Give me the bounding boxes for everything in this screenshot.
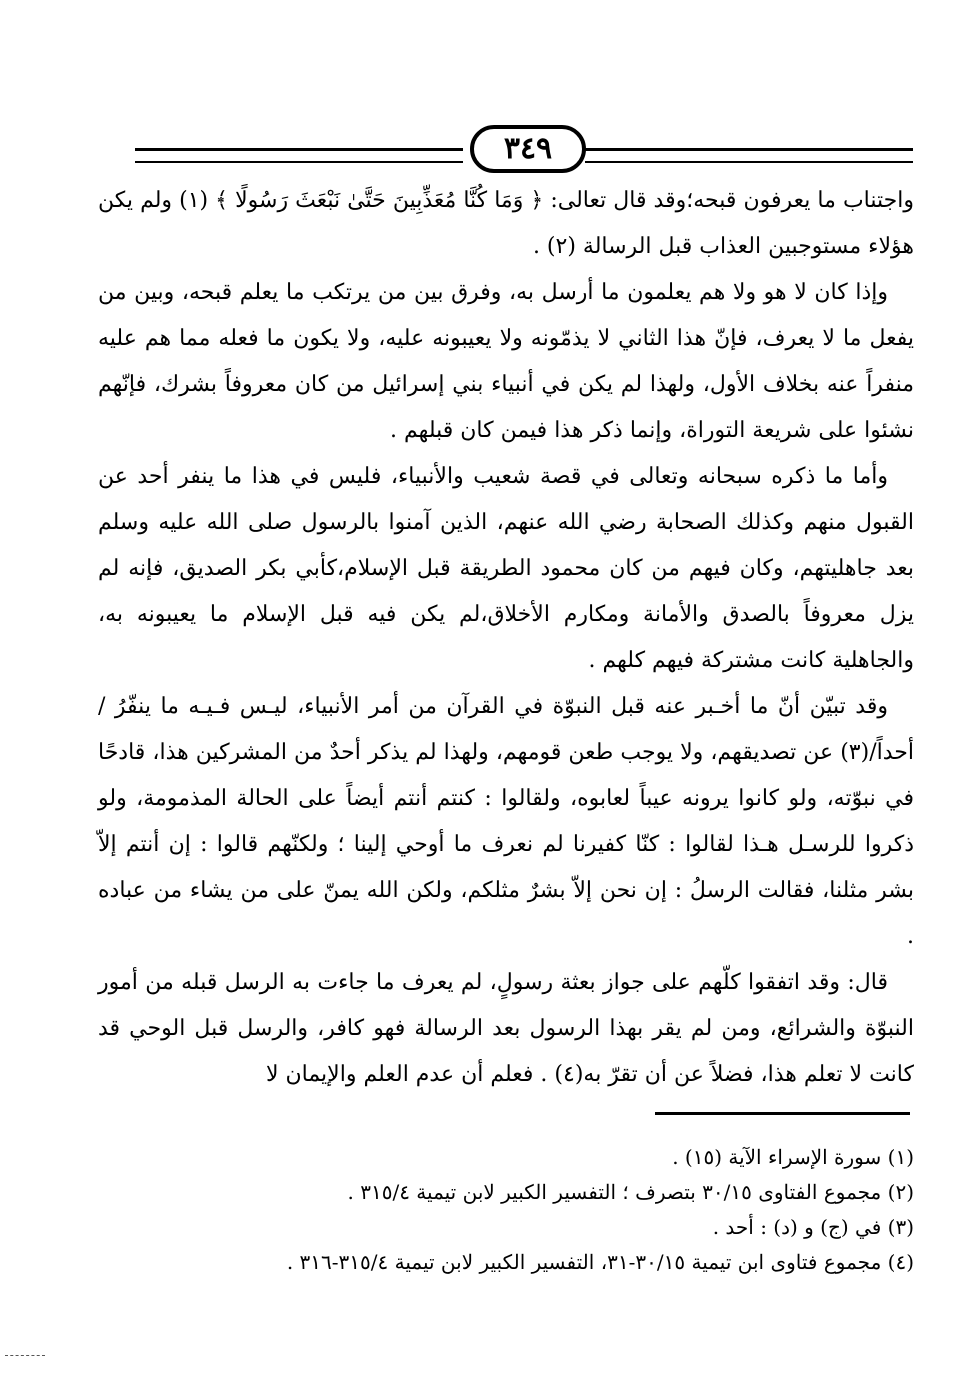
- body-text: [98, 178, 914, 1098]
- footnote-1: (١) سورة الإسراء الآية (١٥) .: [672, 1145, 914, 1169]
- header-rule-left: [135, 148, 463, 163]
- footnotes: [98, 1140, 914, 1280]
- paragraph: وقد تبيّن أنّ ما أخـبر عنه قبل النبوّة في القرآن من أمر الأنبياء، ليـس فـيـه ما ينفّرُ /أحداً/(٣) عن تصديقهم، ولا يوجب طعن قومهم، ولهذا لم يذكر أحدٌ من المشركين هذا، قادحًا في نبوّته، ولو كانوا يرونه عيباً لعابوه، ولقالوا : كنتم أنتم أيضاً على الحالة المذمومة، ولو ذكروا للرسـل هـذا لقالوا : كنّا كفيرنا لم نعرف ما أوحي إلينا ؛ ولكنّهم قالوا : إن أنتم إلاّ بشر مثلنا، فقالت الرسلُ : إن نحن إلاّ بشرٌ مثلكم، ولكن الله يمنّ على من يشاء من عباده .: [98, 694, 914, 949]
- paragraph: وأما ما ذكره سبحانه وتعالى في قصة شعيب والأنبياء، فليس في هذا ما ينفر أحد عن القبول منهم وكذلك الصحابة رضي الله عنهم، الذين آمنوا بالرسول صلى الله عليه وسلم بعد جاهليتهم، وكان فيهم من كان محمود الطريقة قبل الإسلام،كأبي بكر الصديق، فإنه لم يزل معروفاً بالصدق والأمانة ومكارم الأخلاق،لم يكن فيه قبل الإسلام ما يعيبونه به، والجاهلية كانت مشتركة فيهم كلهم .: [98, 464, 914, 673]
- paragraph: واجتناب ما يعرفون قبحه؛وقد قال تعالى: ﴿ وَمَا كُنَّا مُعَذِّبِينَ حَتَّىٰ نَبْعَثَ رَسُولًا ﴾ (١) ولم يكن هؤلاء مستوجبين العذاب قبل الرسالة (٢) .: [98, 188, 915, 259]
- footnote-3: (٣) في (ج) و (د) : أحد .: [712, 1215, 914, 1239]
- paragraph: وإذا كان لا هو ولا هم يعلمون ما أرسل به، وفرق بين من يرتكب ما يعلم قبحه، وبين من يفعل ما لا يعرف، فإنّ هذا الثاني لا يذمّونه ولا يعيبونه عليه، ولا يكون ما فعله مما هم عليه منفراً عنه بخلاف الأول، ولهذا لم يكن في أنبياء بني إسرائيل من كان معروفاً بشرك، فإنّهم نشئوا على شريعة التوراة، وإنما ذكر هذا فيمن كان قبلهم .: [98, 280, 914, 443]
- paragraph: قال: وقد اتفقوا كلّهم على جواز بعثة رسولٍ، لم يعرف ما جاءت به الرسل قبله من أمور النبوّة والشرائع، ومن لم يقر بهذا الرسول بعد الرسالة فهو كافر، والرسل قبل الوحي قد كانت لا تعلم هذا، فضلاً عن أن تقرّ به(٤) . فعلم أن عدم العلم والإيمان لا: [98, 970, 914, 1087]
- footnote-divider: [655, 1112, 910, 1115]
- header-rule-right: [585, 148, 913, 163]
- page-number: ٣٤٩: [470, 125, 586, 173]
- page-header: [0, 118, 973, 178]
- footnote-2: (٢) مجموع الفتاوى ٣٠/١٥ بتصرف ؛ التفسير الكبير لابن تيمية ٣١٥/٤ .: [347, 1180, 914, 1204]
- scan-margin-mark: [5, 1355, 45, 1356]
- footnote-4: (٤) مجموع فتاوى ابن تيمية ٣٠/١٥-٣١، التفسير الكبير لابن تيمية ٣١٥/٤-٣١٦ .: [286, 1250, 914, 1274]
